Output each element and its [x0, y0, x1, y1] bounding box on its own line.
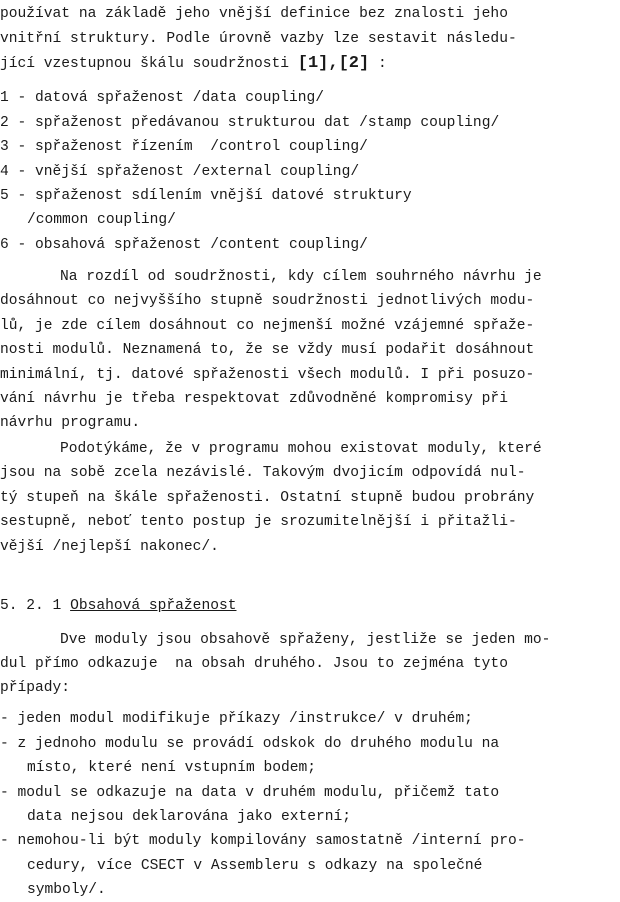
- bullet-item-4: - nemohou-li být moduly kompilovány samostatně /interní pro-: [0, 833, 526, 849]
- coupling-text: obsahová spřaženost /content coupling/: [35, 237, 368, 253]
- bullet-text: modul se odkazuje na data v druhém modulu, přičemž tato: [17, 785, 500, 801]
- section-title: Obsahová spřaženost: [70, 598, 237, 614]
- para3-line: Dve moduly jsou obsahově spřaženy, jestliže se jeden mo-: [60, 632, 551, 648]
- bullet-item-3-cont: data nejsou deklarována jako externí;: [27, 809, 352, 825]
- para2-line: tý stupeň na škále spřaženosti. Ostatní stupně budou probrány: [0, 490, 535, 506]
- para2-line: jsou na sobě zcela nezávislé. Takovým dvojicím odpovídá nul-: [0, 465, 526, 481]
- coupling-number: 6: [0, 237, 9, 253]
- bullet-item-3: - modul se odkazuje na data v druhém modulu, přičemž tato: [0, 785, 500, 801]
- para1-line: návrhu programu.: [0, 415, 141, 431]
- coupling-text: spřaženost sdílením vnější datové struktury: [35, 188, 412, 204]
- bullet-item-2-cont: místo, které není vstupním bodem;: [27, 760, 317, 776]
- para2-line: sestupně, neboť tento postup je srozumitelnější i přitažli-: [0, 514, 517, 530]
- coupling-text: datová spřaženost /data coupling/: [35, 90, 325, 106]
- para2-line: Podotýkáme, že v programu mohou existovat moduly, které: [60, 441, 542, 457]
- bullet-text: jeden modul modifikuje příkazy /instrukce/ v druhém;: [17, 711, 473, 727]
- bullet-item-2: - z jednoho modulu se provádí odskok do druhého modulu na: [0, 736, 500, 752]
- citation-refs: [1],[2]: [297, 54, 370, 73]
- coupling-number: 1: [0, 90, 9, 106]
- coupling-text: vnější spřaženost /external coupling/: [35, 164, 360, 180]
- para1-line: minimální, tj. datové spřaženosti všech modulů. I při posuzo-: [0, 367, 535, 383]
- coupling-number: 2: [0, 115, 9, 131]
- coupling-item-3: 3 - spřaženost řízením /control coupling/: [0, 139, 368, 155]
- bullet-item-1: - jeden modul modifikuje příkazy /instrukce/ v druhém;: [0, 711, 473, 727]
- section-heading: [0, 594, 236, 618]
- para1-line: nosti modulů. Neznamená to, že se vždy musí podařit dosáhnout: [0, 342, 535, 358]
- bullet-item-4-cont: symboly/.: [27, 882, 106, 898]
- coupling-item-6: 6 - obsahová spřaženost /content coupling/: [0, 237, 368, 253]
- coupling-text: spřaženost řízením /control coupling/: [35, 139, 368, 155]
- para2-line: vější /nejlepší nakonec/.: [0, 539, 219, 555]
- para3-line: dul přímo odkazuje na obsah druhého. Jsou to zejména tyto: [0, 656, 508, 672]
- intro-line-3-end: :: [369, 56, 387, 72]
- intro-line-3: [0, 52, 387, 76]
- coupling-item-1: 1 - datová spřaženost /data coupling/: [0, 90, 325, 106]
- bullet-item-4-cont: cedury, více CSECT v Assembleru s odkazy na společné: [27, 858, 483, 874]
- section-number: 5. 2. 1: [0, 598, 62, 614]
- coupling-number: 3: [0, 139, 9, 155]
- coupling-number: 5: [0, 188, 9, 204]
- para3-line: případy:: [0, 680, 71, 696]
- para1-line: Na rozdíl od soudržnosti, kdy cílem souhrného návrhu je: [60, 269, 542, 285]
- para1-line: lů, je zde cílem dosáhnout co nejmenší možné vzájemné spřaže-: [0, 318, 535, 334]
- bullet-text: z jednoho modulu se provádí odskok do druhého modulu na: [17, 736, 500, 752]
- coupling-item-5: 5 - spřaženost sdílením vnější datové struktury: [0, 188, 412, 204]
- para1-line: vání návrhu je třeba respektovat zdůvodněné kompromisy při: [0, 391, 508, 407]
- intro-line-3-text: jící vzestupnou škálu soudržnosti: [0, 56, 290, 72]
- intro-line-1: používat na základě jeho vnější definice bez znalosti jeho: [0, 6, 508, 22]
- coupling-item-5-cont: /common coupling/: [27, 212, 176, 228]
- para1-line: dosáhnout co nejvyššího stupně soudržnosti jednotlivých modu-: [0, 293, 535, 309]
- coupling-item-2: 2 - spřaženost předávanou strukturou dat /stamp coupling/: [0, 115, 500, 131]
- bullet-text: nemohou-li být moduly kompilovány samostatně /interní pro-: [17, 833, 526, 849]
- intro-line-2: vnitřní struktury. Podle úrovně vazby lze sestavit následu-: [0, 31, 517, 47]
- coupling-text: spřaženost předávanou strukturou dat /stamp coupling/: [35, 115, 500, 131]
- coupling-number: 4: [0, 164, 9, 180]
- coupling-item-4: 4 - vnější spřaženost /external coupling/: [0, 164, 360, 180]
